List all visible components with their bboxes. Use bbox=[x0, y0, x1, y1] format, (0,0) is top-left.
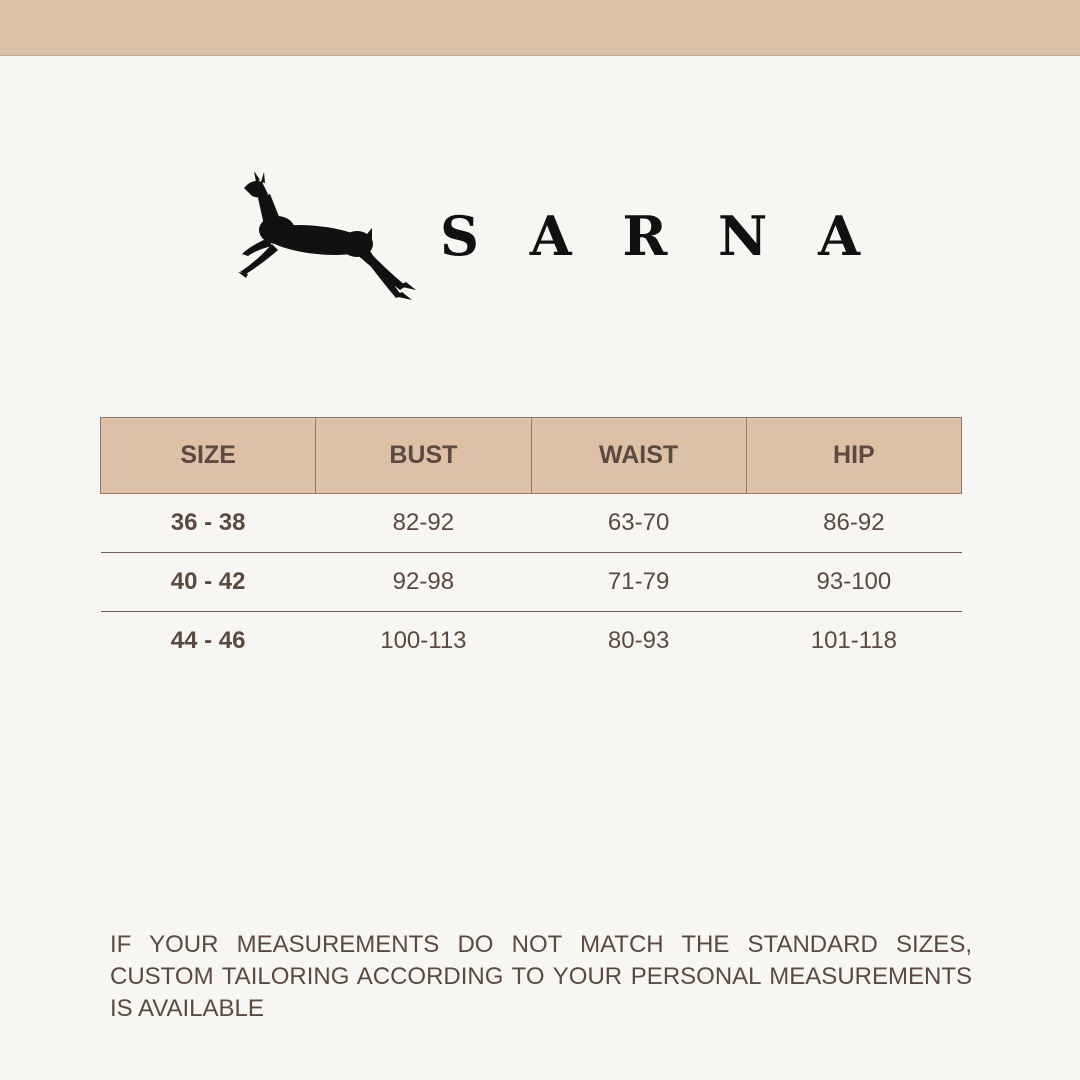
waist-cell: 63-70 bbox=[531, 494, 746, 553]
size-cell: 36 - 38 bbox=[101, 494, 316, 553]
hip-cell: 86-92 bbox=[746, 494, 961, 553]
custom-tailoring-note: IF YOUR MEASUREMENTS DO NOT MATCH THE STANDARD SIZES, CUSTOM TAILORING ACCORDING TO YOUR PERSONAL MEASUREMENTS IS AVAILABLE bbox=[110, 931, 972, 1022]
brand-wordmark bbox=[440, 206, 860, 266]
header-waist: WAIST bbox=[531, 418, 746, 494]
leaping-deer-icon bbox=[222, 168, 417, 303]
bust-cell: 92-98 bbox=[316, 553, 531, 612]
hip-cell: 101-118 bbox=[810, 627, 898, 654]
brand-letter: S bbox=[440, 204, 479, 268]
size-chart-table bbox=[100, 417, 962, 670]
table-row bbox=[101, 553, 962, 612]
brand-letter: A bbox=[818, 204, 860, 268]
top-band bbox=[0, 0, 1080, 56]
bust-cell: 82-92 bbox=[316, 494, 531, 553]
table-row bbox=[101, 494, 962, 553]
size-cell: 44 - 46 bbox=[170, 627, 246, 654]
header-hip: HIP bbox=[746, 418, 961, 494]
brand-letter: A bbox=[529, 204, 572, 268]
size-cell: 40 - 42 bbox=[101, 553, 316, 612]
waist-cell: 71-79 bbox=[531, 553, 746, 612]
brand-letter: N bbox=[718, 204, 768, 268]
header-size: SIZE bbox=[101, 418, 316, 494]
header-bust: BUST bbox=[316, 418, 531, 494]
waist-cell: 80-93 bbox=[607, 627, 670, 654]
table-row bbox=[101, 612, 962, 671]
brand-letter: R bbox=[622, 204, 668, 268]
brand-logo bbox=[222, 168, 862, 308]
table-header-row bbox=[101, 418, 962, 494]
bust-cell: 100-113 bbox=[380, 627, 467, 654]
hip-cell: 93-100 bbox=[746, 553, 961, 612]
